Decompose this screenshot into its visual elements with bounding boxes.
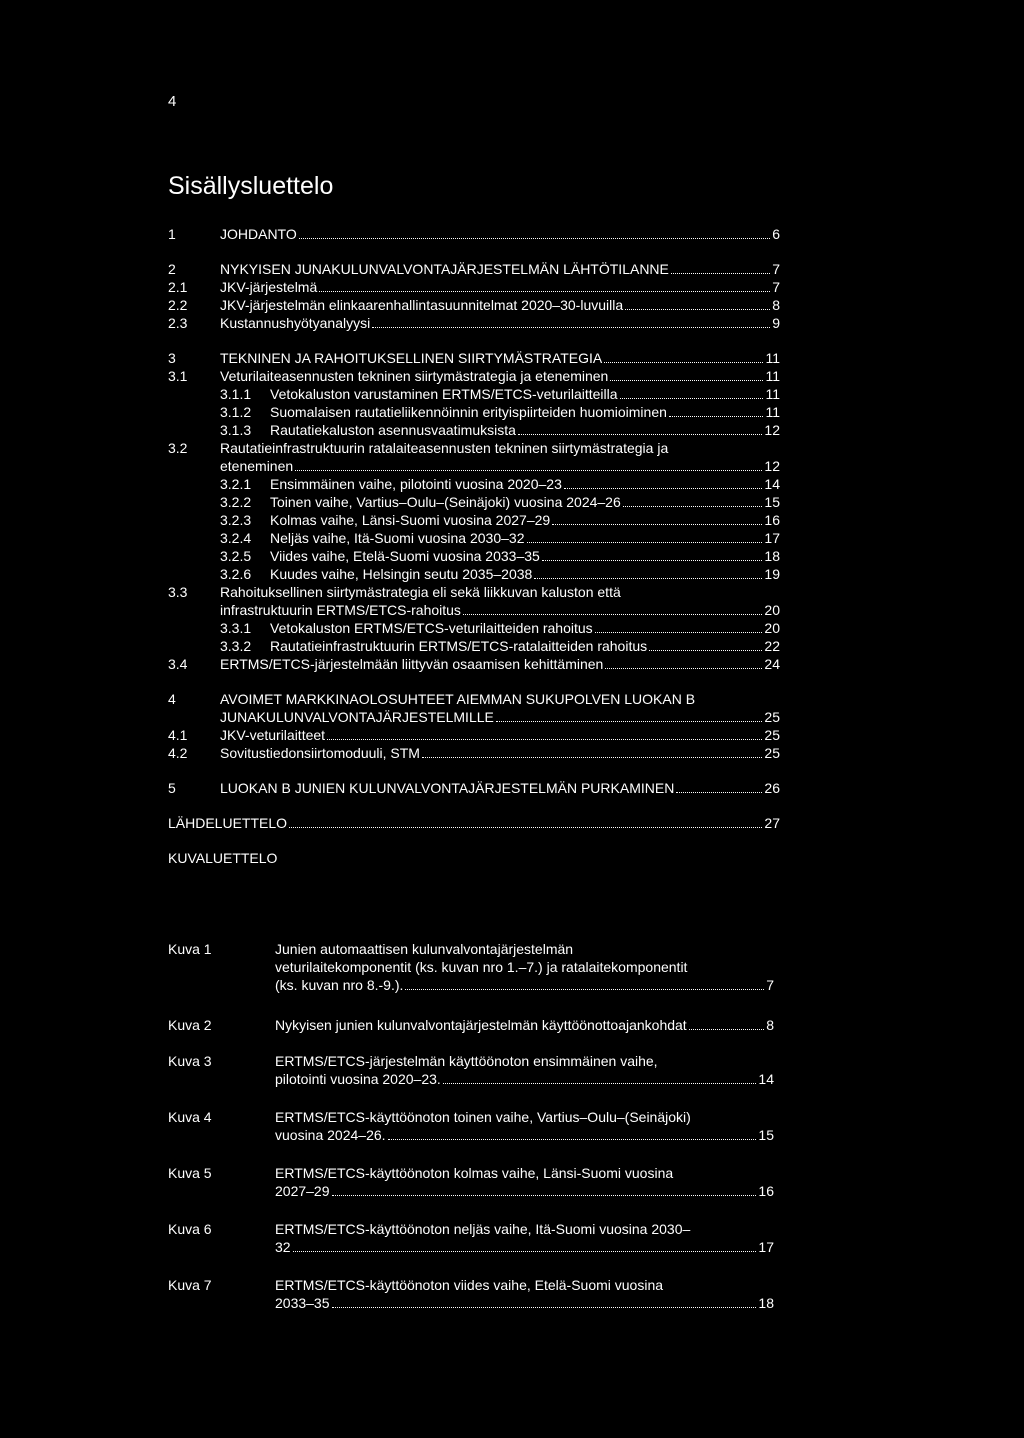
toc-entry-number: 3.2.4 [220,530,252,546]
toc-entry-label: Kuudes vaihe, Helsingin seutu 2035–2038 [270,566,533,582]
figure-caption-line: ERTMS/ETCS-järjestelmän käyttöönoton ensimmäinen vaihe, [275,1053,658,1069]
toc-entry-number: 3.2.2 [220,494,252,510]
toc-entry[interactable] [168,278,780,296]
toc-entry[interactable] [168,601,780,619]
toc-entry-page: 27 [764,815,780,831]
toc-entry[interactable] [168,385,780,403]
toc-entry[interactable] [168,511,780,529]
toc-entry-number: 3.3 [168,584,188,600]
toc-entry-page: 15 [764,494,780,510]
toc-entry[interactable] [168,814,780,832]
toc-entry[interactable] [168,690,780,708]
toc-entry[interactable] [168,225,780,243]
dot-leader [542,560,763,561]
toc-entry[interactable] [168,493,780,511]
dot-leader [595,632,763,633]
figure-page: 18 [758,1295,774,1311]
toc-entry-label: JKV-järjestelmän elinkaarenhallintasuunnitelmat 2020–30-luvuilla [220,297,624,313]
toc-entry-page: 12 [764,422,780,438]
toc-entry-number: 3.2.3 [220,512,252,528]
dot-leader [625,309,770,310]
toc-entry-page: 25 [764,727,780,743]
toc-entry-number: 3.4 [168,656,188,672]
dot-leader [518,434,763,435]
toc-entry-label: Sovitustiedonsiirtomoduuli, STM [220,745,420,761]
dot-leader [534,578,762,579]
toc-entry-number: 4.2 [168,745,188,761]
toc-entry-label: Vetokaluston ERTMS/ETCS-veturilaitteiden rahoitus [270,620,593,636]
toc-entry-page: 11 [765,404,780,420]
toc-entry[interactable] [168,439,780,457]
figure-entry[interactable] [168,1052,774,1088]
figure-number: Kuva 1 [168,941,212,957]
figure-caption-line: vuosina 2024–26. [275,1127,386,1143]
toc-entry-label: JKV-veturilaitteet [220,727,326,743]
figure-number: Kuva 6 [168,1221,212,1237]
figure-number: Kuva 5 [168,1165,212,1181]
toc-entry-number: 5 [168,780,176,796]
dot-leader [299,238,770,239]
toc-entry-label: Neljäs vaihe, Itä-Suomi vuosina 2030–32 [270,530,525,546]
toc-entry[interactable] [168,421,780,439]
toc-entry-number: 3.3.2 [220,638,252,654]
toc-entry-page: 24 [764,656,780,672]
dot-leader [388,1139,757,1140]
dot-leader [649,650,762,651]
figure-entry[interactable] [168,1016,774,1034]
toc-entry-label: Ensimmäinen vaihe, pilotointi vuosina 2020–23 [270,476,562,492]
toc-entry-label: JUNAKULUNVALVONTAJÄRJESTELMILLE [220,709,494,725]
dot-leader [463,614,762,615]
figure-caption-line: veturilaitekomponentit (ks. kuvan nro 1.–7.) ja ratalaitekomponentit [275,959,688,975]
toc-entry-number: 3.2.5 [220,548,252,564]
toc-entry-number: 1 [168,226,176,242]
dot-leader [527,542,763,543]
toc-entry-label: Vetokaluston varustaminen ERTMS/ETCS-veturilaitteilla [270,386,618,402]
toc-entry[interactable] [168,457,780,475]
toc-entry[interactable] [168,260,780,278]
dot-leader [289,827,762,828]
toc-entry-number: 3.1 [168,368,188,384]
toc-entry-label: eteneminen [220,458,294,474]
figure-page: 7 [766,977,774,993]
toc-entry-page: 16 [764,512,780,528]
dot-leader [405,989,764,990]
figure-caption-line: ERTMS/ETCS-käyttöönoton kolmas vaihe, Länsi-Suomi vuosina [275,1165,674,1181]
toc-entry-number: 2.3 [168,315,188,331]
toc-entry-page: 14 [764,476,780,492]
toc-entry-label: LUOKAN B JUNIEN KULUNVALVONTAJÄRJESTELMÄN PURKAMINEN [220,780,675,796]
dot-leader [327,739,762,740]
toc-entry-label: Rautatieinfrastruktuurin ERTMS/ETCS-ratalaitteiden rahoitus [270,638,648,654]
toc-entry[interactable] [168,637,780,655]
dot-leader [671,273,770,274]
dot-leader [669,416,764,417]
toc-entry-page: 11 [765,350,780,366]
toc-entry-label: ERTMS/ETCS-järjestelmään liittyvän osaamisen kehittäminen [220,656,604,672]
dot-leader [620,398,764,399]
toc-title: Sisällysluettelo [168,172,334,200]
toc-entry[interactable] [168,655,780,673]
toc-entry-page: 20 [764,602,780,618]
toc-entry-page: 8 [772,297,780,313]
toc-entry[interactable] [168,779,780,797]
figure-caption-line: (ks. kuvan nro 8.-9.). [275,977,404,993]
figure-caption-line: ERTMS/ETCS-käyttöönoton toinen vaihe, Vartius–Oulu–(Seinäjoki) [275,1109,691,1125]
dot-leader [689,1029,765,1030]
figure-entry[interactable] [168,1108,774,1144]
dot-leader [676,792,762,793]
figure-caption-line: ERTMS/ETCS-käyttöönoton viides vaihe, Etelä-Suomi vuosina [275,1277,664,1293]
toc-entry-page: 9 [772,315,780,331]
toc-entry-page: 7 [772,261,780,277]
toc-entry-number: 3.2.6 [220,566,252,582]
toc-entry-number: 2.1 [168,279,188,295]
toc-entry-page: 19 [764,566,780,582]
figure-caption-line: 32 [275,1239,291,1255]
figure-caption-line: Junien automaattisen kulunvalvontajärjestelmän [275,941,574,957]
toc-entry-number: 3.3.1 [220,620,252,636]
toc-entry-label: Rautatiekaluston asennusvaatimuksista [270,422,516,438]
toc-entry-number: 3.2.1 [220,476,252,492]
toc-entry-label: Kolmas vaihe, Länsi-Suomi vuosina 2027–29 [270,512,551,528]
toc-entry[interactable] [168,849,780,867]
figure-caption-line: pilotointi vuosina 2020–23. [275,1071,441,1087]
figure-page: 17 [758,1239,774,1255]
figure-page: 16 [758,1183,774,1199]
figure-entry[interactable] [168,1164,774,1200]
dot-leader [319,291,770,292]
dot-leader [332,1307,757,1308]
toc-entry-label: JOHDANTO [220,226,297,242]
toc-entry-label: Rautatieinfrastruktuurin ratalaiteasennusten tekninen siirtymästrategia ja [220,440,669,456]
toc-entry[interactable] [168,314,780,332]
dot-leader [443,1083,757,1084]
toc-entry-page: 11 [765,386,780,402]
figure-number: Kuva 4 [168,1109,212,1125]
figure-number: Kuva 7 [168,1277,212,1293]
figure-caption-line: Nykyisen junien kulunvalvontajärjestelmän käyttöönottoajankohdat [275,1017,687,1033]
toc-entry-label: Rahoituksellinen siirtymästrategia eli sekä liikkuvan kaluston että [220,584,621,600]
figure-caption-line: 2027–29 [275,1183,330,1199]
toc-entry-page: 22 [764,638,780,654]
toc-entry-number: 4.1 [168,727,188,743]
dot-leader [372,327,770,328]
dot-leader [293,1251,757,1252]
toc-entry[interactable] [168,565,780,583]
table-of-contents [168,225,780,867]
dot-leader [295,470,762,471]
toc-entry[interactable] [168,708,780,726]
dot-leader [422,757,762,758]
toc-entry-number: 3 [168,350,176,366]
toc-entry[interactable] [168,726,780,744]
toc-entry-label: infrastruktuurin ERTMS/ETCS-rahoitus [220,602,461,618]
toc-entry[interactable] [168,529,780,547]
toc-entry[interactable] [168,744,780,762]
dot-leader [610,380,763,381]
figure-number: Kuva 3 [168,1053,212,1069]
toc-entry-page: 11 [765,368,780,384]
toc-entry-page: 7 [772,279,780,295]
toc-entry-label: AVOIMET MARKKINAOLOSUHTEET AIEMMAN SUKUPOLVEN LUOKAN B [220,691,696,707]
dot-leader [623,506,763,507]
toc-entry-label: LÄHDELUETTELO [168,815,288,831]
toc-entry-number: 3.2 [168,440,188,456]
toc-entry[interactable] [168,583,780,601]
toc-entry-page: 26 [764,780,780,796]
toc-entry[interactable] [168,619,780,637]
toc-entry-page: 20 [764,620,780,636]
figure-entry[interactable] [168,1276,774,1312]
toc-entry[interactable] [168,367,780,385]
figure-caption-line: 2033–35 [275,1295,330,1311]
toc-entry-number: 3.1.3 [220,422,252,438]
toc-entry[interactable] [168,296,780,314]
toc-entry-page: 25 [764,709,780,725]
toc-entry[interactable] [168,403,780,421]
toc-entry-label: Suomalaisen rautatieliikennöinnin erityispiirteiden huomioiminen [270,404,667,420]
toc-entry-label: Toinen vaihe, Vartius–Oulu–(Seinäjoki) vuosina 2024–26 [270,494,621,510]
figure-page: 15 [758,1127,774,1143]
toc-entry-label: TEKNINEN JA RAHOITUKSELLINEN SIIRTYMÄSTRATEGIA [220,350,603,366]
toc-entry-page: 25 [764,745,780,761]
toc-entry-page: 12 [764,458,780,474]
figure-page: 8 [766,1017,774,1033]
toc-entry-page: 6 [772,226,780,242]
figure-page: 14 [758,1071,774,1087]
figure-number: Kuva 2 [168,1017,212,1033]
toc-entry-page: 18 [764,548,780,564]
toc-entry-label: Veturilaiteasennusten tekninen siirtymästrategia ja eteneminen [220,368,609,384]
toc-entry-page: 17 [764,530,780,546]
toc-entry-label: Viides vaihe, Etelä-Suomi vuosina 2033–35 [270,548,540,564]
dot-leader [332,1195,757,1196]
toc-entry-number: 4 [168,691,176,707]
toc-entry-number: 3.1.1 [220,386,252,402]
toc-entry-number: 3.1.2 [220,404,252,420]
figure-entry[interactable] [168,940,774,994]
toc-entry-number: 2.2 [168,297,188,313]
toc-entry[interactable] [168,475,780,493]
toc-entry-label: KUVALUETTELO [168,850,278,866]
toc-entry-label: Kustannushyötyanalyysi [220,315,371,331]
dot-leader [604,362,763,363]
toc-entry[interactable] [168,547,780,565]
figure-caption-line: ERTMS/ETCS-käyttöönoton neljäs vaihe, Itä-Suomi vuosina 2030– [275,1221,691,1237]
toc-entry-number: 2 [168,261,176,277]
toc-entry[interactable] [168,349,780,367]
toc-entry-label: JKV-järjestelmä [220,279,318,295]
dot-leader [496,721,763,722]
toc-entry-label: NYKYISEN JUNAKULUNVALVONTAJÄRJESTELMÄN LÄHTÖTILANNE [220,261,669,277]
dot-leader [564,488,763,489]
dot-leader [605,668,762,669]
figure-entry[interactable] [168,1220,774,1256]
page-number: 4 [168,93,177,110]
dot-leader [552,524,762,525]
